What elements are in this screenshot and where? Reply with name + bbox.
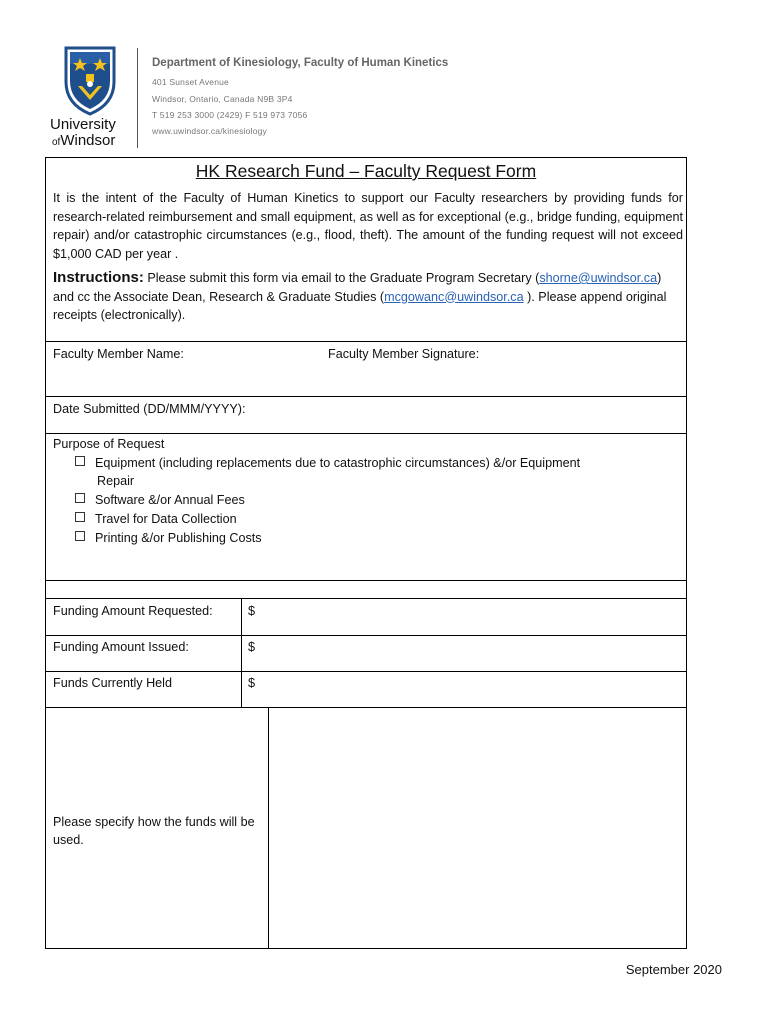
divider [268, 707, 269, 949]
purpose-option-equipment-cont: Repair [97, 474, 135, 488]
member-name-field[interactable] [46, 362, 686, 395]
address-line-1: 401 Sunset Avenue [152, 77, 229, 87]
divider [45, 396, 687, 397]
funding-requested-currency[interactable]: $ [248, 604, 256, 618]
divider [45, 635, 687, 636]
department-name: Department of Kinesiology, Faculty of Human Kinetics [152, 57, 449, 69]
funding-requested-label: Funding Amount Requested: [53, 604, 213, 618]
date-submitted-label: Date Submitted (DD/MMM/YYYY): [53, 402, 246, 416]
divider [45, 341, 687, 342]
specify-funds-field[interactable] [270, 709, 686, 948]
website: www.uwindsor.ca/kinesiology [152, 126, 268, 136]
signature-label: Faculty Member Signature: [328, 347, 480, 361]
purpose-label: Purpose of Request [53, 437, 165, 451]
email-link-associate-dean[interactable]: mcgowanc@uwindsor.ca [384, 289, 524, 304]
form-title: HK Research Fund – Faculty Request Form [195, 161, 537, 181]
email-link-secretary[interactable]: shorne@uwindsor.ca [539, 271, 658, 285]
specify-funds-label: Please specify how the funds will be used. [53, 815, 255, 847]
funding-issued-currency[interactable]: $ [248, 640, 256, 654]
logo-university-text: University [50, 116, 116, 133]
checkbox[interactable] [75, 493, 85, 503]
divider [45, 598, 687, 599]
shield-icon [48, 46, 132, 116]
header-divider [137, 48, 138, 148]
phone-fax: T 519 253 3000 (2429) F 519 973 7056 [152, 110, 308, 120]
logo-windsor-text: ofWindsor [52, 132, 116, 149]
funds-held-label: Funds Currently Held [53, 676, 172, 690]
divider [45, 433, 687, 434]
instructions-label: Instructions: [53, 269, 144, 286]
checkbox[interactable] [75, 512, 85, 522]
funding-issued-label: Funding Amount Issued: [53, 640, 189, 654]
purpose-option-travel[interactable]: Travel for Data Collection [75, 510, 237, 528]
address-line-2: Windsor, Ontario, Canada N9B 3P4 [152, 94, 293, 104]
purpose-option-software[interactable]: Software &/or Annual Fees [75, 491, 245, 509]
instructions-paragraph: Instructions: Please submit this form via email to the Graduate Program Secretary (shorne@uwindsor.ca) and cc the Associate Dean, Research & Graduate Studies (mcgowanc@uwindsor.ca ). Please append original receipts (electronically). [53, 269, 667, 322]
form-date: September 2020 [625, 962, 722, 977]
purpose-option-printing[interactable]: Printing &/or Publishing Costs [75, 529, 262, 547]
funds-held-currency[interactable]: $ [248, 676, 256, 690]
divider [45, 671, 687, 672]
member-name-label: Faculty Member Name: [53, 347, 184, 361]
divider [241, 598, 242, 707]
intro-paragraph: It is the intent of the Faculty of Human Kinetics to support our Faculty researchers by providing funds for research-related reimbursement and small equipment, as well as for exceptional (e.g., bridge funding, equipment repair) and/or catastrophic circumstances (e.g., flood, theft). The amount of the funding request will not exceed $1,000 CAD per year . [53, 191, 683, 261]
checkbox[interactable] [75, 456, 85, 466]
purpose-option-equipment[interactable]: Equipment (including replacements due to catastrophic circumstances) &/or Equipment [75, 454, 580, 472]
divider [45, 707, 687, 708]
divider [45, 580, 687, 581]
checkbox[interactable] [75, 531, 85, 541]
